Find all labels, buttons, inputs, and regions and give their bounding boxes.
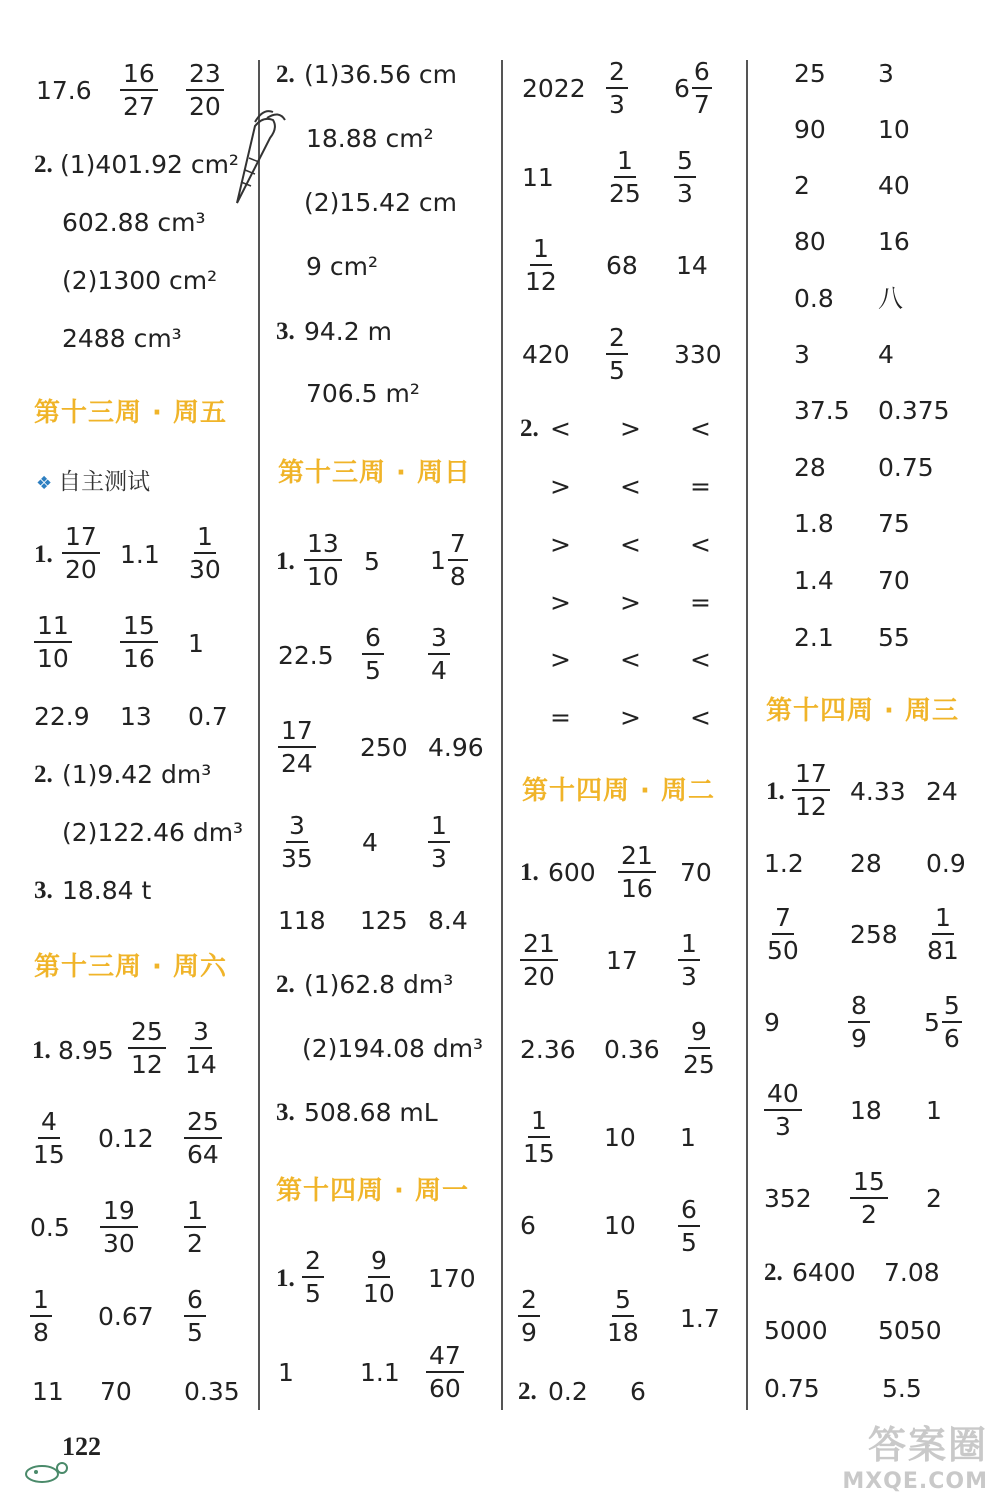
fraction [184, 1106, 222, 1170]
answer-value: 0.36 [604, 1035, 660, 1064]
answer-value: 75 [878, 509, 910, 538]
answer-value: 5050 [878, 1316, 942, 1345]
answer-value: 0.67 [98, 1302, 154, 1331]
fraction [522, 233, 560, 297]
numerator: 6 [678, 1194, 700, 1227]
question-number: 1. [34, 541, 53, 568]
subsection-text: 自主测试 [58, 469, 151, 495]
answer-value: 1 [926, 1096, 942, 1125]
comparison-sign: < [690, 703, 711, 732]
answer-value: 18.88 cm² [306, 124, 434, 153]
answer-value: 6 [630, 1377, 646, 1406]
fraction [182, 1016, 220, 1080]
answer-column-4 [750, 0, 1000, 1420]
denominator: 14 [185, 1050, 217, 1079]
answer-value: 258 [850, 920, 898, 949]
answer-value: 330 [674, 340, 722, 369]
fraction [34, 610, 72, 674]
comparison-sign: > [550, 645, 571, 674]
question-number: 3. [276, 1099, 295, 1126]
answer-value: 28 [794, 453, 826, 482]
fraction [764, 1078, 802, 1142]
watermark-title: 答案圈 [867, 1423, 988, 1467]
comparison-sign: > [620, 703, 641, 732]
answer-value: 70 [680, 858, 712, 887]
numerator: 1 [428, 810, 450, 843]
fraction [62, 521, 100, 585]
denominator: 24 [281, 749, 313, 778]
denominator: 12 [795, 792, 827, 821]
answer-value: 17.6 [36, 76, 92, 105]
numerator: 1 [932, 902, 954, 935]
denominator: 5 [365, 656, 381, 685]
denominator: 15 [523, 1139, 555, 1168]
numerator: 15 [120, 610, 158, 643]
answer-value: 1.4 [794, 566, 834, 595]
numerator: 25 [128, 1016, 166, 1049]
fraction [764, 902, 802, 966]
answer-value: 5 [364, 547, 380, 576]
answer-value: 8.4 [428, 906, 468, 935]
question-number: 1. [32, 1037, 51, 1064]
answer-value: 17 [606, 946, 638, 975]
cartoon-fish-icon [20, 1458, 80, 1488]
answer-value: 2022 [522, 74, 586, 103]
denominator: 6 [943, 1024, 960, 1053]
denominator: 20 [523, 962, 555, 991]
numerator: 1 [678, 928, 700, 961]
question-number: 2. [34, 761, 53, 788]
answer-value: 600 [548, 858, 596, 887]
answer-value: 10 [878, 115, 910, 144]
numerator: 23 [186, 58, 224, 91]
denominator: 25 [609, 179, 641, 208]
answer-value: 10 [604, 1123, 636, 1152]
denominator: 12 [131, 1050, 163, 1079]
fraction [304, 528, 342, 592]
fraction [30, 1106, 68, 1170]
answer-value: 250 [360, 733, 408, 762]
section-heading: 第十四周 · 周一 [276, 1176, 469, 1206]
answer-value: 6400 [792, 1258, 856, 1287]
answer-value: 1.8 [794, 509, 834, 538]
answer-value: 9 [764, 1008, 780, 1037]
answer-value: 25 [794, 59, 826, 88]
denominator: 18 [607, 1318, 639, 1347]
numerator: 1 [184, 1195, 206, 1228]
numerator: 40 [764, 1078, 802, 1111]
comparison-sign: < [690, 645, 711, 674]
section-heading: 第十四周 · 周三 [766, 696, 959, 726]
fraction [678, 1194, 700, 1258]
numerator: 17 [278, 715, 316, 748]
answer-value: 11 [32, 1377, 64, 1406]
whole-part: 6 [674, 73, 690, 103]
fraction [428, 810, 450, 874]
numerator: 17 [792, 758, 830, 791]
denominator: 35 [281, 844, 313, 873]
answer-value: 28 [850, 849, 882, 878]
denominator: 5 [681, 1228, 697, 1257]
denominator: 9 [521, 1318, 537, 1347]
fraction [678, 928, 700, 992]
diamond-icon: ❖ [36, 473, 53, 494]
answer-value: 22.9 [34, 702, 90, 731]
numerator: 7 [448, 528, 468, 561]
fraction [186, 58, 224, 122]
answer-value: 9 cm² [306, 252, 378, 281]
numerator: 25 [184, 1106, 222, 1139]
comparison-sign: < [690, 414, 711, 443]
answer-value: 2.1 [794, 623, 834, 652]
comparison-sign: < [620, 472, 641, 501]
answer-value: 22.5 [278, 641, 334, 670]
fraction [674, 145, 696, 209]
answer-value: 0.9 [926, 849, 966, 878]
answer-value: 0.5 [30, 1213, 70, 1242]
denominator: 3 [774, 1112, 791, 1141]
answer-value: 0.75 [878, 453, 934, 482]
answer-value: 2 [926, 1184, 942, 1213]
numerator: 1 [194, 521, 216, 554]
comparison-sign: > [550, 472, 571, 501]
comparison-sign: < [690, 530, 711, 559]
answer-value: 1.7 [680, 1304, 720, 1333]
mixed-number [430, 528, 468, 592]
answer-value: (1)36.56 cm [304, 60, 458, 89]
denominator: 3 [681, 962, 697, 991]
answer-value: 55 [878, 623, 910, 652]
answer-value: 118 [278, 906, 326, 935]
question-number: 2. [764, 1259, 783, 1286]
fraction [184, 1195, 206, 1259]
fraction [120, 58, 158, 122]
answer-value: 1 [680, 1123, 696, 1152]
answer-value: 2 [794, 171, 810, 200]
question-number: 1. [276, 1265, 295, 1292]
numerator: 1 [530, 233, 552, 266]
answer-value: 706.5 m² [306, 379, 420, 408]
answer-value: 18 [850, 1096, 882, 1125]
answer-value: 170 [428, 1264, 476, 1293]
answer-value: 16 [878, 227, 910, 256]
numerator: 16 [120, 58, 158, 91]
question-number: 2. [276, 971, 295, 998]
denominator: 60 [429, 1374, 461, 1403]
answer-value: 40 [878, 171, 910, 200]
fraction [606, 145, 644, 209]
numerator: 8 [848, 990, 870, 1023]
denominator: 10 [37, 644, 69, 673]
fraction [618, 840, 656, 904]
numerator: 1 [528, 1105, 550, 1138]
comparison-sign: = [690, 472, 711, 501]
answer-value: 3 [878, 59, 894, 88]
denominator: 25 [683, 1050, 715, 1079]
answer-value: (1)62.8 dm³ [304, 970, 454, 999]
fraction [518, 1284, 540, 1348]
answer-value: 94.2 m [304, 317, 392, 346]
answer-value: 8.95 [58, 1036, 114, 1065]
fraction [30, 1284, 52, 1348]
answer-value: 602.88 cm³ [62, 208, 206, 237]
denominator: 7 [693, 90, 710, 119]
denominator: 4 [431, 656, 447, 685]
answer-value: 13 [120, 702, 152, 731]
numerator: 3 [286, 810, 308, 843]
fraction [302, 1245, 324, 1309]
answer-value: 0.375 [878, 396, 950, 425]
comparison-sign: = [690, 588, 711, 617]
fraction [604, 1284, 642, 1348]
comparison-sign: > [550, 530, 571, 559]
answer-value: 420 [522, 340, 570, 369]
denominator: 12 [525, 267, 557, 296]
numerator: 13 [304, 528, 342, 561]
answer-value: 508.68 mL [304, 1098, 438, 1127]
comparison-sign: > [620, 588, 641, 617]
numerator: 4 [38, 1106, 60, 1139]
fraction [100, 1195, 138, 1259]
denominator: 64 [187, 1140, 219, 1169]
fraction [850, 1166, 888, 1230]
answer-value: 125 [360, 906, 408, 935]
denominator: 5 [609, 356, 625, 385]
column-divider [258, 60, 260, 1410]
answer-value: 24 [926, 777, 958, 806]
answer-value: 0.35 [184, 1377, 240, 1406]
answer-value: (2)122.46 dm³ [62, 818, 244, 847]
watermark-url: MXQE.COM [842, 1469, 988, 1494]
comparison-sign: < [620, 530, 641, 559]
fraction [848, 990, 870, 1054]
denominator: 10 [307, 562, 339, 591]
answer-value: 6 [520, 1211, 536, 1240]
comparison-sign: < [620, 645, 641, 674]
denominator: 3 [609, 90, 625, 119]
answer-value: 0.8 [794, 284, 834, 313]
answer-value: (2)194.08 dm³ [302, 1034, 484, 1063]
numerator: 6 [692, 56, 712, 89]
answer-value: 4 [878, 340, 894, 369]
fraction [278, 715, 316, 779]
denominator: 8 [33, 1318, 49, 1347]
denominator: 16 [123, 644, 155, 673]
question-number: 1. [766, 778, 785, 805]
denominator: 8 [449, 562, 466, 591]
comparison-sign: = [550, 703, 571, 732]
denominator: 9 [851, 1024, 867, 1053]
denominator: 3 [677, 179, 693, 208]
numerator: 2 [606, 322, 628, 355]
numerator: 5 [674, 145, 696, 178]
answer-value: 4 [362, 828, 378, 857]
answer-column-1 [0, 0, 258, 1420]
answer-value: 352 [764, 1184, 812, 1213]
comparison-sign: > [620, 414, 641, 443]
comparison-sign: < [550, 414, 571, 443]
numerator: 7 [772, 902, 794, 935]
answer-value: 1.1 [360, 1358, 400, 1387]
denominator: 20 [189, 92, 221, 121]
answer-value: 68 [606, 251, 638, 280]
answer-value: 4.96 [428, 733, 484, 762]
question-number: 3. [34, 877, 53, 904]
numerator: 5 [612, 1284, 634, 1317]
numerator: 6 [362, 622, 384, 655]
fraction [520, 928, 558, 992]
numerator: 1 [614, 145, 636, 178]
section-heading: 第十四周 · 周二 [522, 776, 715, 806]
answer-value: 八 [878, 284, 904, 313]
denominator: 20 [65, 555, 97, 584]
numerator: 21 [618, 840, 656, 873]
answer-value: 37.5 [794, 396, 850, 425]
numerator: 6 [184, 1284, 206, 1317]
numerator: 9 [368, 1245, 390, 1278]
answer-column-3 [504, 0, 748, 1420]
whole-part: 1 [430, 545, 446, 575]
fraction [128, 1016, 166, 1080]
numerator: 5 [942, 990, 962, 1023]
answer-value: 4.33 [850, 777, 906, 806]
answer-value: 7.08 [884, 1258, 940, 1287]
question-number: 2. [518, 1378, 537, 1405]
section-heading: 第十三周 · 周五 [34, 398, 227, 428]
answer-value: 1.1 [120, 540, 160, 569]
numerator: 21 [520, 928, 558, 961]
answer-value: 10 [604, 1211, 636, 1240]
fraction [924, 902, 962, 966]
mixed-number [924, 990, 962, 1054]
fraction [680, 1016, 718, 1080]
answer-column-2 [262, 0, 502, 1420]
answer-value: 18.84 t [62, 876, 152, 905]
mixed-number [674, 56, 712, 120]
answer-value: 70 [100, 1377, 132, 1406]
answer-value: 5000 [764, 1316, 828, 1345]
numerator: 19 [100, 1195, 138, 1228]
answer-value: 3 [794, 340, 810, 369]
question-number: 2. [520, 415, 539, 442]
denominator: 15 [33, 1140, 65, 1169]
numerator: 3 [428, 622, 450, 655]
answer-value: 0.12 [98, 1124, 154, 1153]
question-number: 1. [520, 859, 539, 886]
answer-value: 2488 cm³ [62, 324, 182, 353]
denominator: 50 [767, 936, 799, 965]
numerator: 3 [190, 1016, 212, 1049]
section-heading: 第十三周 · 周日 [278, 458, 471, 488]
answer-value: 70 [878, 566, 910, 595]
answer-value: (2)1300 cm² [62, 266, 218, 295]
answer-value: 80 [794, 227, 826, 256]
comparison-sign: > [550, 588, 571, 617]
answer-value: 0.75 [764, 1374, 820, 1403]
answer-value: 2.36 [520, 1035, 576, 1064]
denominator: 3 [431, 844, 447, 873]
question-number: 1. [276, 548, 295, 575]
answer-value: (1)401.92 cm² [60, 150, 239, 179]
fraction [792, 758, 830, 822]
denominator: 30 [103, 1229, 135, 1258]
fraction [606, 56, 628, 120]
whole-part: 5 [924, 1007, 940, 1037]
answer-value: 90 [794, 115, 826, 144]
fraction [186, 521, 224, 585]
denominator: 16 [621, 874, 653, 903]
numerator: 15 [850, 1166, 888, 1199]
answer-value: 14 [676, 251, 708, 280]
question-number: 2. [34, 151, 53, 178]
fraction [120, 610, 158, 674]
denominator: 5 [305, 1279, 321, 1308]
fraction [606, 322, 628, 386]
denominator: 81 [927, 936, 959, 965]
numerator: 2 [606, 56, 628, 89]
numerator: 9 [688, 1016, 710, 1049]
numerator: 2 [518, 1284, 540, 1317]
numerator: 47 [426, 1340, 464, 1373]
answer-value: 0.2 [548, 1377, 588, 1406]
numerator: 1 [30, 1284, 52, 1317]
denominator: 2 [860, 1200, 877, 1229]
question-number: 3. [276, 318, 295, 345]
fraction [184, 1284, 206, 1348]
answer-value: (1)9.42 dm³ [62, 760, 212, 789]
fraction [360, 1245, 398, 1309]
fraction [428, 622, 450, 686]
answer-value: 0.7 [188, 702, 228, 731]
numerator: 11 [34, 610, 72, 643]
subsection-label [36, 463, 150, 496]
answer-value: 1.2 [764, 849, 804, 878]
denominator: 27 [123, 92, 155, 121]
fraction [278, 810, 316, 874]
answer-value: 1 [188, 629, 204, 658]
section-heading: 第十三周 · 周六 [34, 952, 227, 982]
denominator: 30 [189, 555, 221, 584]
answer-value: 11 [522, 163, 554, 192]
denominator: 2 [187, 1229, 203, 1258]
answer-value: 5.5 [882, 1374, 922, 1403]
answer-value: (2)15.42 cm [304, 188, 458, 217]
numerator: 2 [302, 1245, 324, 1278]
page-number: 122 [62, 1432, 101, 1461]
numerator: 17 [62, 521, 100, 554]
denominator: 10 [363, 1279, 395, 1308]
question-number: 2. [276, 61, 295, 88]
fraction [362, 622, 384, 686]
fraction [426, 1340, 464, 1404]
answer-value: 1 [278, 1358, 294, 1387]
watermark [842, 1414, 988, 1494]
fraction [520, 1105, 558, 1169]
denominator: 5 [187, 1318, 203, 1347]
